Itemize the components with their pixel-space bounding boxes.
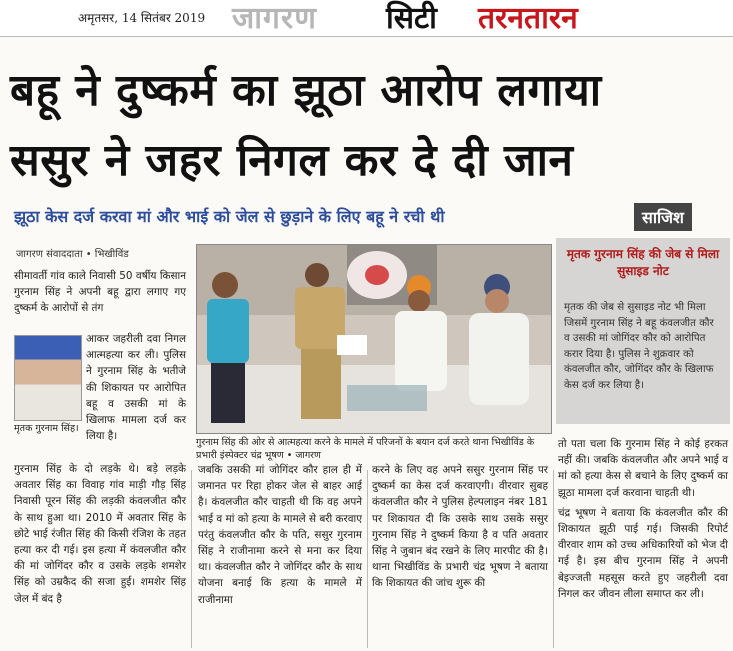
column-1-text: गुरनाम सिंह के दो लड़के थे। बड़े लड़के अवतार सिंह का विवाह गांव माड़ी गौड़ सिंह निवासी पूरन सिंह की लड़की कंवलजीत कौर के साथ हुआ था। 2010 में अवतार सिंह के छोटे भाई रंजीत सिंह की किसी रंजिश के तहत हत्या कर दी गई। इस हत्या में कंवलजीत कौर की मां जोगिंदर कौर व उसके लड़के शमशेर सिंह को उम्रकैद की सजा हुई। शमशेर सिंह जेल में बंद है [14,463,186,605]
column-3-text: करने के लिए वह अपने ससुर गुरनाम सिंह पर दुष्कर्म का केस दर्ज करवाएगी। वीरवार सुबह कंवलजीत कौर ने पुलिस हेल्पलाइन नंबर 181 पर शिकायत दी कि उसके साथ उसके ससुर गुरनाम सिंह ने दुष्कर्म किया है व पति अवतार सिंह ने जुबान बंद रखने के लिए मारपीट की है। थाना भिखीविंड के प्रभारी चंद्र भूषण ने बताया कि शिकायत की जांच शुरू की [372,464,548,590]
column-2-text: जबकि उसकी मां जोगिंदर कौर हाल ही में जमानत पर रिहा होकर जेल से बाहर आई है। कंवलजीत कौर चाहती थी कि वह अपने भाई व मां को हत्या के मामले से बरी करवाए परंतु कंवलजीत कौर के पति, ससुर गुरनाम सिंह ने राजीनामा करने से मना कर दिया था। कंवलजीत कौर ने जोगिंदर कौर के साथ योजना बनाई कि हत्या के मामले में राजीनामा [198,464,362,606]
column-3-body [372,462,548,592]
news-photo [196,244,552,434]
brand-city-label: सिटी [386,1,437,36]
column-2-body [198,462,362,608]
column-1-body [14,461,186,607]
edition-place: तरनतारन [478,1,578,36]
column-4-text-2: चंद्र भूषण ने बताया कि कंवलजीत कौर की शिकायत झूठी पाई गई। जिसकी रिपोर्ट वीरवार शाम को उच्च अधिकारियों को भेज दी गई है। इस बीच गुरनाम सिंह ने अपनी बेइज्जती महसूस करते हुए जहरीली दवा निगल कर जीवन लीला समाप्त कर ली। [558,506,728,600]
photo-caption: गुरनाम सिंह की ओर से आत्महत्या करने के मामले में परिजनों के बयान दर्ज करते थाना भिखीविंड के प्रभारी इंस्पेक्टर चंद्र भूषण • जागरण [196,437,535,461]
sidebar-box [556,238,730,424]
column-divider [191,470,192,648]
byline: जागरण संवाददाता • भिखीविंड [16,249,129,260]
masthead [0,0,733,37]
column-divider [367,470,368,648]
sidebar-heading: मृतक गुरनाम सिंह की जेब से मिला सुसाइड नोट [566,247,720,278]
headline-line-1: बहू ने दुष्कर्म का झूठा आरोप लगाया [10,65,602,116]
sidebar-body: मृतक की जेब से सुसाइड नोट भी मिला जिसमें गुरनाम सिंह ने बहू कंवलजीत कौर व उसकी मां जोगिंदर कौर को आरोपित करार दिया है। पुलिस ने शुक्रवार को कंवलजीत कौर, जोगिंदर कौर के खिलाफ केस दर्ज कर लिया है। [564,302,714,391]
portrait-caption: मृतक गुरनाम सिंह। [14,423,79,434]
lead-wrap-text: आकर जहरीली दवा निगल आत्महत्या कर ली। पुलिस ने गुरनाम सिंह के भतीजे की शिकायत पर आरोपित बहू व उसकी मां के खिलाफ मामला दर्ज कर लिया है। [86,333,186,443]
subheadline: झूठा केस दर्ज करवा मां और भाई को जेल से छुड़ाने के लिए बहू ने रची थी [14,207,445,226]
subheadline-tag: साजिश [634,203,692,231]
lead-paragraph-wrap [86,331,186,444]
lead-text: सीमावर्ती गांव काले निवासी 50 वर्षीय किसान गुरनाम सिंह ने अपनी बहू द्वारा लगाए गए दुष्कर्म के आरोपों से तंग [14,270,186,315]
column-divider [553,470,554,648]
column-4-text: तो पता चला कि गुरनाम सिंह ने कोई हरकत नहीं की। जबकि कंवलजीत और अपने भाई व मां को हत्या केस से बचाने के लिए दुष्कर्म का झूठा मामला दर्ज करवाना चाहती थी। [558,438,728,499]
lead-paragraph-top [14,268,186,317]
deceased-portrait [14,335,82,421]
edition-date: अमृतसर, 14 सितंबर 2019 [78,11,206,25]
brand-name: जागरण [232,1,317,36]
headline-line-2: ससुर ने जहर निगल कर दे दी जान [10,135,574,186]
column-4-body [558,436,728,602]
